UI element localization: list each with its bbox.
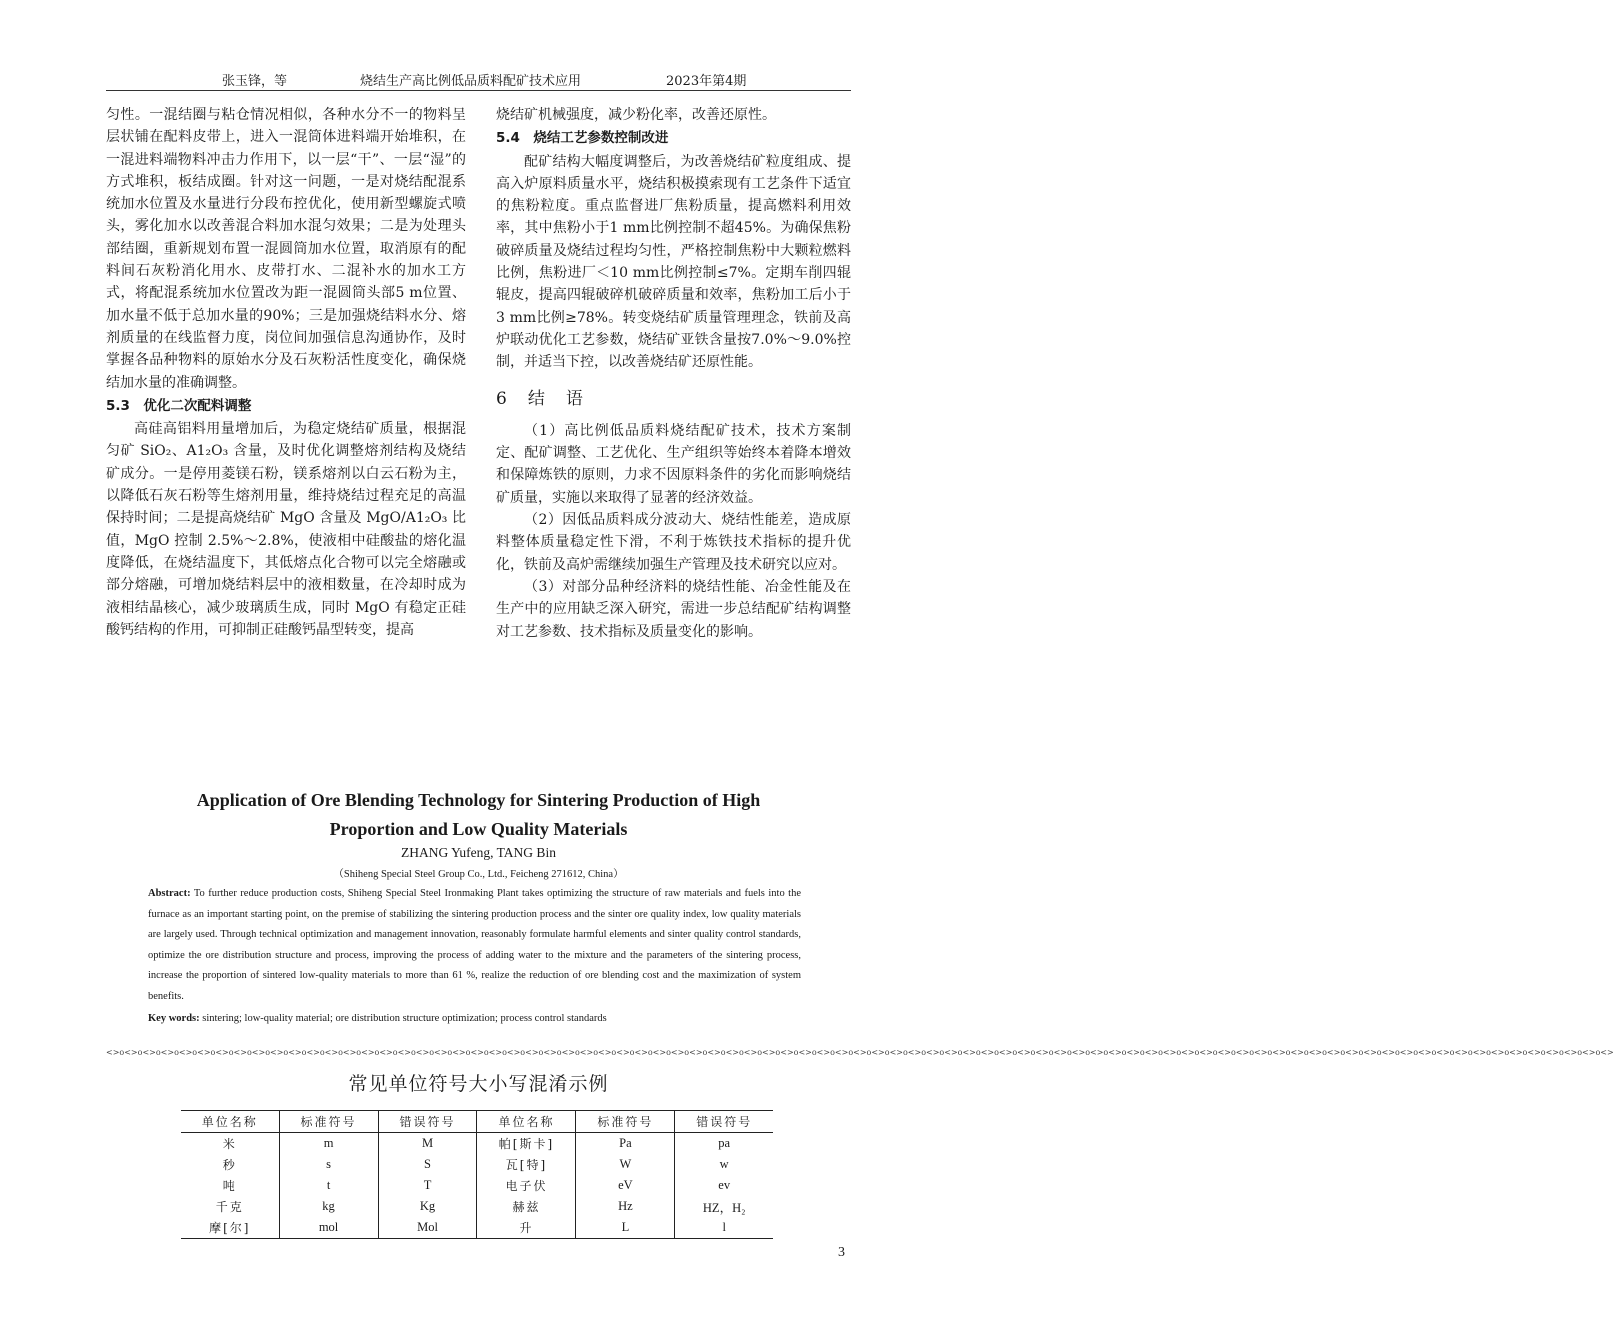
cell: M [378,1133,477,1155]
cell: Mol [378,1217,477,1239]
header-cell: 错误符号 [378,1111,477,1133]
running-header [106,68,851,91]
section-heading-5-3: 5.3 优化二次配料调整 [106,397,252,414]
header-cell: 标准符号 [279,1111,378,1133]
cell: s [279,1154,378,1175]
conclusion-2: （2）因低品质料成分波动大、烧结性能差，造成原料整体质量稳定性下滑，不利于炼铁技术指标的提升优化，铁前及高炉需继续加强生产管理及技术研究以应对。 [496,512,851,573]
units-table-title: 常见单位符号大小写混淆示例 [348,1073,609,1095]
table-row [181,1154,773,1175]
cell: 赫兹 [477,1196,576,1217]
cell: S [378,1154,477,1175]
english-keywords [148,1013,801,1024]
cell: T [378,1175,477,1196]
header-issue: 2023年第4期 [666,74,747,89]
paragraph: 配矿结构大幅度调整后，为改善烧结矿粒度组成、提高入炉原料质量水平，烧结积极摸索现有工艺条件下适宜的焦粉粒度。重点监督进厂焦粉质量，提高燃料利用效率，其中焦粉小于1 mm比例控制不超45%。为确保焦粉破碎质量及烧结过程均匀性，严格控制焦粉中大颗粒燃料比例，焦粉进厂＜10 mm比例控制≤7%。定期车削四辊辊皮，提高四辊破碎机破碎质量和效率，焦粉加工后小于3 mm比例≥78%。转变烧结矿质量管理理念，铁前及高炉联动优化工艺参数，烧结矿亚铁含量按7.0%～9.0%控制，并适当下控，以改善烧结矿还原性能。 [496,153,851,371]
paragraph: 高硅高铝料用量增加后，为稳定烧结矿质量，根据混匀矿 SiO₂、A1₂O₃ 含量，及时优化调整熔剂结构及烧结矿成分。一是停用菱镁石粉，镁系熔剂以白云石粉为主，以降低石灰石粉等生熔剂用量，维持烧结过程充足的高温保持时间；二是提高烧结矿 MgO 含量及 MgO/A1₂O₃ 比值，MgO 控制 2.5%～2.8%，使液相中硅酸盐的熔化温度降低，在烧结温度下，其低熔点化合物可以完全熔融或部分熔融，可增加烧结料层中的液相数量，在冷却时成为液相结晶核心，减少玻璃质生成，同时 MgO 有稳定正硅酸钙结构的作用，可抑制正硅酸钙晶型转变，提高 [106,421,466,638]
keywords-text: sintering; low-quality material; ore distribution structure optimization; process control standards [202,1013,607,1024]
header-cell: 单位名称 [181,1111,279,1133]
cell: eV [576,1175,675,1196]
table-row [181,1217,773,1239]
header-cell: 标准符号 [576,1111,675,1133]
cell: 摩[尔] [181,1217,279,1239]
cell: 米 [222,1137,237,1151]
cell: mol [279,1217,378,1239]
paragraph: 匀性。一混结圈与粘仓情况相似，各种水分不一的物料呈层状铺在配料皮带上，进入一混筒体进料端开始堆积，在一混进料端物料冲击力作用下，以一层“干”、一层“湿”的方式堆积，板结成圈。针对这一问题，一是对烧结配混系统加水位置及水量进行分段布控优化，使用新型螺旋式喷头，雾化加水以改善混合料加水混匀效果；二是为处理头部结圈，重新规划布置一混圆筒加水位置，取消原有的配料间石灰粉消化用水、皮带打水、二混补水的加水工方式，将配混系统加水位置改为距一混圆筒头部5 m位置、加水量不低于总加水量的90%；三是加强烧结料水分、熔剂质量的在线监督力度，岗位间加强信息沟通协作，及时掌握各品种物料的原始水分及石灰粉活性度变化，确保烧结加水量的准确调整。 [106,107,466,391]
cell: w [675,1154,773,1175]
table-row [181,1196,773,1217]
cell: 电子伏 [477,1175,576,1196]
paragraph: 烧结矿机械强度，减少粉化率，改善还原性。 [496,107,776,123]
english-abstract [148,884,801,1007]
cell: Hz [576,1196,675,1217]
table-row [181,1133,773,1155]
cell: W [576,1154,675,1175]
cell: 升 [477,1217,576,1239]
cell: Kg [378,1196,477,1217]
abstract-text: To further reduce production costs, Shiheng Special Steel Ironmaking Plant takes optimizing the structure of raw materials and fuels into the furnace as an important starting point, on the premise of stabilizing the sintering production process and the sinter ore quality index, low quality materials are largely used. Through technical optimization and management innovation, reasonably formulate harmful elements and sinter quality control standards, optimize the ore distribution structure and process, improving the process of adding water to the mixture and the parameters of the sintering process, increase the proportion of sintered low-quality materials to more than 61 %, realize the reduction of ore blending cost and the maximization of system benefits. [148,888,801,1002]
english-authors: ZHANG Yufeng, TANG Bin [401,845,556,860]
cell: HZ，H₂ [675,1196,773,1217]
english-title-line-2: Proportion and Low Quality Materials [329,819,628,839]
cell: 秒 [222,1158,237,1172]
header-authors: 张玉锋，等 [222,74,288,89]
conclusion-3: （3）对部分品种经济料的烧结性能、冶金性能及在生产中的应用缺乏深入研究，需进一步总结配矿结构调整对工艺参数、技术指标及质量变化的影响。 [496,578,851,640]
units-table [181,1110,773,1239]
cell: 帕[斯卡] [477,1133,576,1155]
table-header-row [181,1111,773,1133]
cell: m [279,1133,378,1155]
abstract-label: Abstract: [148,888,191,899]
page-number: 3 [838,1245,845,1260]
section-heading-5-4: 5.4 烧结工艺参数控制改进 [496,130,669,147]
cell: 千克 [215,1200,244,1214]
header-title: 烧结生产高比例低品质料配矿技术应用 [360,74,582,89]
left-column [106,104,466,641]
section-heading-6: 6 结 语 [496,388,585,409]
english-affiliation: （Shiheng Special Steel Group Co., Ltd., Feicheng 271612, China） [333,869,624,880]
ornamental-divider: <>o<>o<>o<>o<>o<>o<>o<>o<>o<>o<>o<>o<>o<>o<>o<>o<>o<>o<>o<>o<>o<>o<>o<>o<>o<>o<>o<>o<>o<>o<>o<>o<>o<>o<>o<>o<>o<>o<>o<>o<>o<>o<>o<>o<>o<>o<>o<>o<>o<>o<>o<>o<>o<>o<>o<>o<>o<>o<>o<>o<>o<>o<>o<>o<>o<>o<>o<>o<>o<>o<>o<>o<>o<>o<>o<>o<>o<>o<>o<>o<>o<>o<> [106,1048,1614,1057]
conclusion-1: （1）高比例低品质料烧结配矿技术，技术方案制定、配矿调整、工艺优化、生产组织等始终本着降本增效和保障炼铁的原则，力求不因原料条件的劣化而影响烧结矿质量，实施以来取得了显著的经济效益。 [496,422,851,506]
header-cell: 单位名称 [477,1111,576,1133]
cell: t [279,1175,378,1196]
table-row [181,1175,773,1196]
cell: pa [675,1133,773,1155]
cell: L [576,1217,675,1239]
keywords-label: Key words: [148,1013,200,1024]
cell: 瓦[特] [477,1154,576,1175]
right-column [496,104,851,643]
header-cell: 错误符号 [675,1111,773,1133]
english-title [106,786,851,844]
cell: l [675,1217,773,1239]
cell: 吨 [222,1179,237,1193]
cell: Pa [576,1133,675,1155]
english-title-line-1: Application of Ore Blending Technology for Sintering Production of High [196,790,761,810]
cell: kg [279,1196,378,1217]
cell: ev [675,1175,773,1196]
